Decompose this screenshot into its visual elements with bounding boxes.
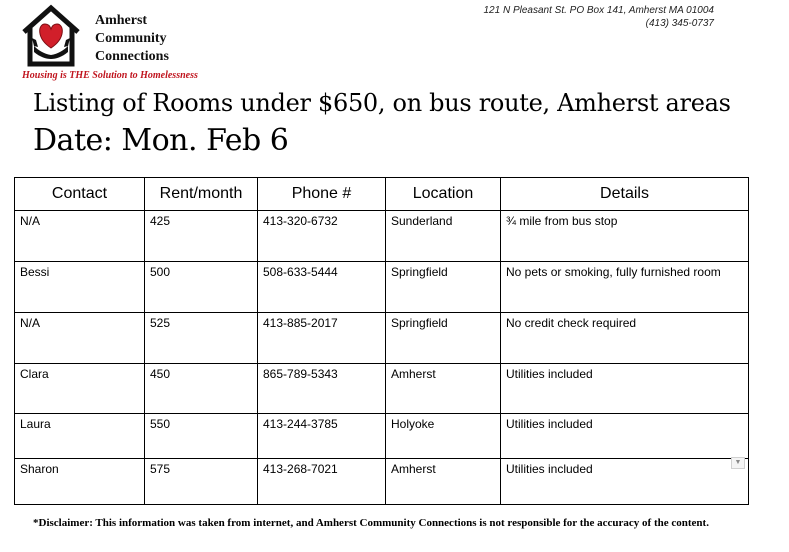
org-name xyxy=(95,12,169,66)
cell-rent: 525 xyxy=(145,313,258,364)
cell-phone: 413-320-6732 xyxy=(258,211,386,262)
phone-line: (413) 345-0737 xyxy=(645,18,714,29)
cell-details: No credit check required xyxy=(501,313,749,364)
cell-location: Sunderland xyxy=(386,211,501,262)
org-address xyxy=(484,4,715,30)
cell-details: Utilities included xyxy=(501,364,749,414)
column-header-contact: Contact xyxy=(15,178,145,211)
cell-rent: 550 xyxy=(145,414,258,459)
cell-contact: Bessi xyxy=(15,262,145,313)
address-line: 121 N Pleasant St. PO Box 141, Amherst MA 01004 xyxy=(483,5,714,16)
cell-location: Springfield xyxy=(386,313,501,364)
cell-details: No pets or smoking, fully furnished room xyxy=(501,262,749,313)
column-header-location: Location xyxy=(386,178,501,211)
cell-rent: 425 xyxy=(145,211,258,262)
house-heart-hands-logo-icon xyxy=(18,2,84,68)
cell-details-text: Utilities included xyxy=(506,462,593,476)
table-row xyxy=(15,262,749,313)
cell-contact: Clara xyxy=(15,364,145,414)
chevron-down-icon[interactable]: ▼ xyxy=(731,457,745,469)
cell-rent: 450 xyxy=(145,364,258,414)
table-row xyxy=(15,414,749,459)
page-title: Listing of Rooms under $650, on bus route, Amherst areas xyxy=(33,89,731,117)
rooms-table xyxy=(14,177,749,505)
column-header-details: Details xyxy=(501,178,749,211)
cell-location: Springfield xyxy=(386,262,501,313)
listing-date: Date: Mon. Feb 6 xyxy=(33,123,289,158)
cell-rent: 500 xyxy=(145,262,258,313)
cell-phone: 413-268-7021 xyxy=(258,459,386,505)
column-header-rent: Rent/month xyxy=(145,178,258,211)
cell-details xyxy=(501,459,749,505)
org-name-line: Connections xyxy=(95,49,169,64)
cell-details: Utilities included xyxy=(501,414,749,459)
org-name-line: Community xyxy=(95,31,167,46)
cell-location: Amherst xyxy=(386,459,501,505)
cell-location: Holyoke xyxy=(386,414,501,459)
org-name-line: Amherst xyxy=(95,13,148,28)
cell-contact: N/A xyxy=(15,313,145,364)
cell-contact: N/A xyxy=(15,211,145,262)
cell-phone: 865-789-5343 xyxy=(258,364,386,414)
cell-contact: Sharon xyxy=(15,459,145,505)
cell-phone: 508-633-5444 xyxy=(258,262,386,313)
cell-rent: 575 xyxy=(145,459,258,505)
table-row xyxy=(15,211,749,262)
table-row xyxy=(15,459,749,505)
table-row xyxy=(15,364,749,414)
cell-phone: 413-244-3785 xyxy=(258,414,386,459)
disclaimer: *Disclaimer: This information was taken from internet, and Amherst Community Connections is not responsible for the accuracy of the content. xyxy=(33,517,709,529)
cell-phone: 413-885-2017 xyxy=(258,313,386,364)
table-header-row xyxy=(15,178,749,211)
cell-contact: Laura xyxy=(15,414,145,459)
column-header-phone: Phone # xyxy=(258,178,386,211)
cell-details: ¾ mile from bus stop xyxy=(501,211,749,262)
cell-location: Amherst xyxy=(386,364,501,414)
org-tagline: Housing is THE Solution to Homelessness xyxy=(22,70,198,81)
table-row xyxy=(15,313,749,364)
